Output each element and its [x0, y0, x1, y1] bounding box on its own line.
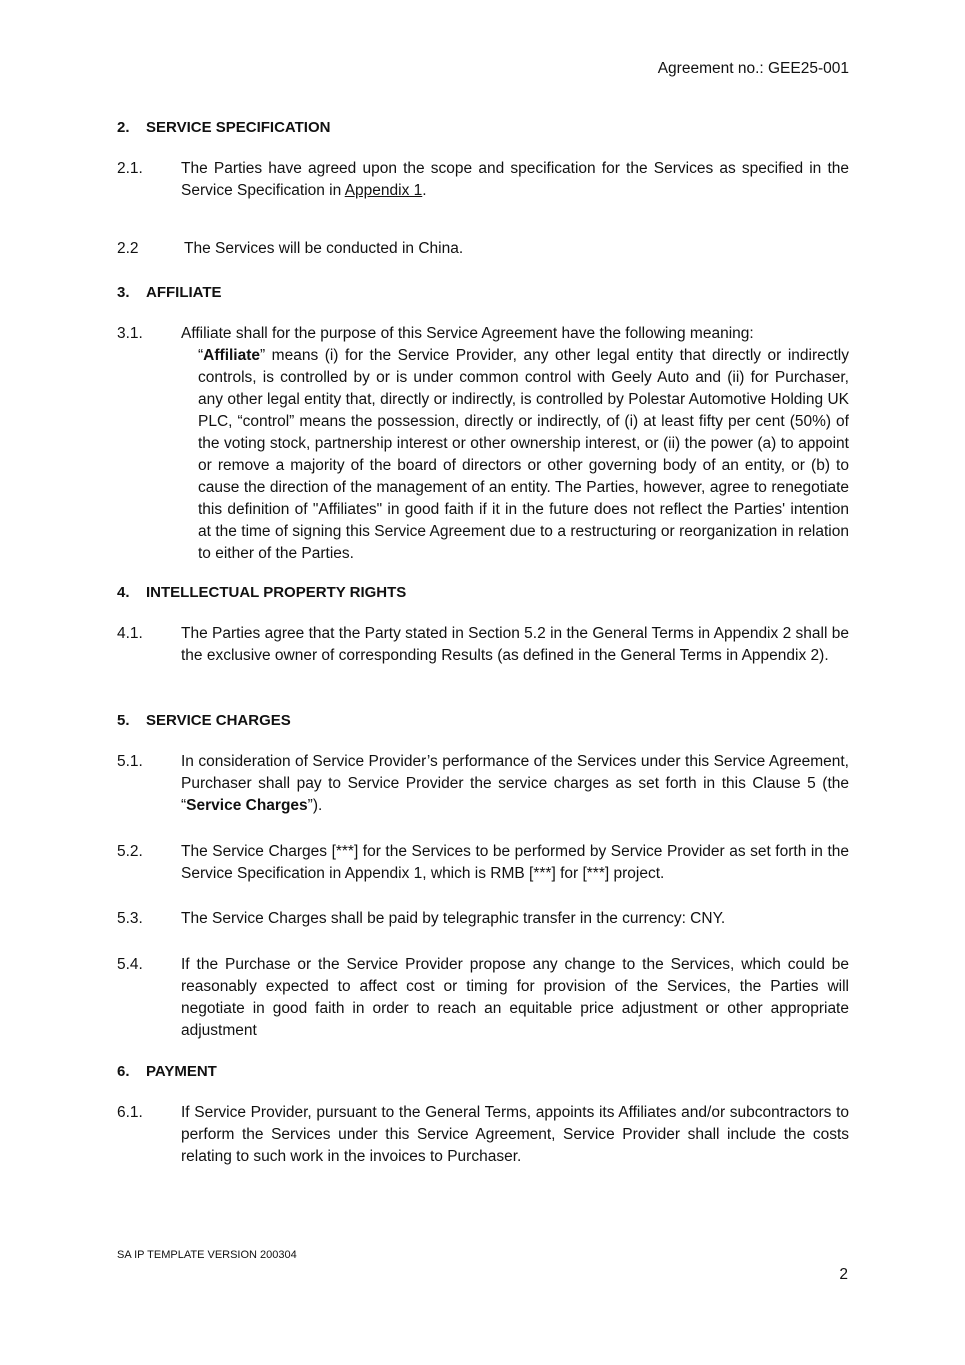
section-heading-6 [117, 1061, 217, 1083]
section-heading-3 [117, 282, 222, 304]
clause-number: 6.1. [117, 1104, 143, 1121]
defined-term: Affiliate [203, 347, 261, 364]
section-number: 3. [117, 284, 130, 301]
clause-number: 2.2 [117, 240, 139, 257]
clause-number: 3.1. [117, 325, 143, 342]
section-title: PAYMENT [146, 1063, 217, 1080]
clause-text: The Services will be conducted in China. [184, 240, 464, 257]
appendix-1-link[interactable]: Appendix 1 [344, 182, 423, 199]
clause-text [181, 751, 849, 817]
clause-text: If Service Provider, pursuant to the General Terms, appoints its Affiliates and/or subcontractors to perform the Services under this Service Agreement, Service Provider shall include the costs relating to such work in the invoices to Purchaser. [181, 1104, 849, 1165]
defined-term: Service Charges [186, 797, 308, 814]
clause-intro: Affiliate shall for the purpose of this Service Agreement have the following meaning: [181, 325, 754, 342]
clause-number: 5.4. [117, 956, 143, 973]
clause-text [181, 158, 849, 202]
section-number: 4. [117, 584, 130, 601]
clause-number: 2.1. [117, 160, 143, 177]
agreement-number: Agreement no.: GEE25-001 [657, 60, 849, 77]
section-title: INTELLECTUAL PROPERTY RIGHTS [146, 584, 407, 601]
clause-text: The Service Charges [***] for the Services to be performed by Service Provider as set forth in the Service Specification in Appendix 1, which is RMB [***] for [***] project. [181, 843, 849, 882]
clause-3-1 [117, 323, 849, 565]
clause-5-1 [117, 751, 849, 817]
page-number: 2 [839, 1266, 848, 1283]
clause-text: The Parties agree that the Party stated in Section 5.2 in the General Terms in Appendix 2 shall be the exclusive owner of corresponding Results (as defined in the General Terms in Appendix 2). [181, 625, 849, 664]
template-version: SA IP TEMPLATE VERSION 200304 [117, 1249, 297, 1261]
clause-2-1 [117, 158, 849, 202]
section-heading-4 [117, 582, 406, 604]
clause-text-part: In consideration of Service Provider’s performance of the Services under this Service Agreement, Purchaser shall pay to Service Provider the service charges as set forth in this Clause 5 (the “ [181, 753, 849, 814]
clause-number: 5.2. [117, 843, 143, 860]
section-heading-2 [117, 117, 330, 139]
clause-number: 4.1. [117, 625, 143, 642]
clause-text-part: . [422, 182, 427, 199]
section-heading-5 [117, 710, 291, 732]
clause-6-1 [117, 1102, 849, 1168]
section-number: 6. [117, 1063, 130, 1080]
clause-5-2 [117, 841, 849, 885]
section-title: SERVICE SPECIFICATION [146, 119, 331, 136]
section-number: 5. [117, 712, 130, 729]
clause-text: The Service Charges shall be paid by telegraphic transfer in the currency: CNY. [181, 910, 726, 927]
section-number: 2. [117, 119, 130, 136]
clause-text-part: ”). [307, 797, 323, 814]
clause-text: If the Purchase or the Service Provider propose any change to the Services, which could be reasonably expected to affect cost or timing for provision of the Services, the Parties will negotiate in good faith in order to reach an equitable price adjustment or other appropriate adjustment [181, 956, 849, 1039]
quote-mark: “ [198, 347, 204, 364]
definition-text: ” means (i) for the Service Provider, any other legal entity that directly or indirectly controls, is controlled by or is under common control with Geely Auto and (ii) for Purchaser, any other legal entity that, directly or indirectly, is controlled by Polestar Automotive Holding UK PLC, “control” means the possession, directly or indirectly, of (i) at least fifty per cent (50%) of the voting stock, partnership interest or other ownership interest, or (ii) the power (a) to appoint or remove a majority of the board of directors or other governing body of an entity, or (b) to cause the direction of the management of an entity. The Parties, however, agree to renegotiate this definition of "Affiliates" in good faith if it in the future does not reflect the Parties' intention at the time of signing this Service Agreement due to a restructuring or reorganization in relation to either of the Parties. [198, 347, 849, 562]
clause-number: 5.1. [117, 753, 143, 770]
clause-text-part: The Parties have agreed upon the scope and specification for the Services as specified in the Service Specification in [181, 160, 849, 199]
clause-5-3 [117, 908, 849, 930]
affiliate-definition [198, 345, 849, 565]
clause-number: 5.3. [117, 910, 143, 927]
clause-4-1 [117, 623, 849, 667]
section-title: AFFILIATE [146, 284, 222, 301]
section-title: SERVICE CHARGES [146, 712, 291, 729]
clause-2-2 [117, 238, 849, 260]
clause-5-4 [117, 954, 849, 1042]
